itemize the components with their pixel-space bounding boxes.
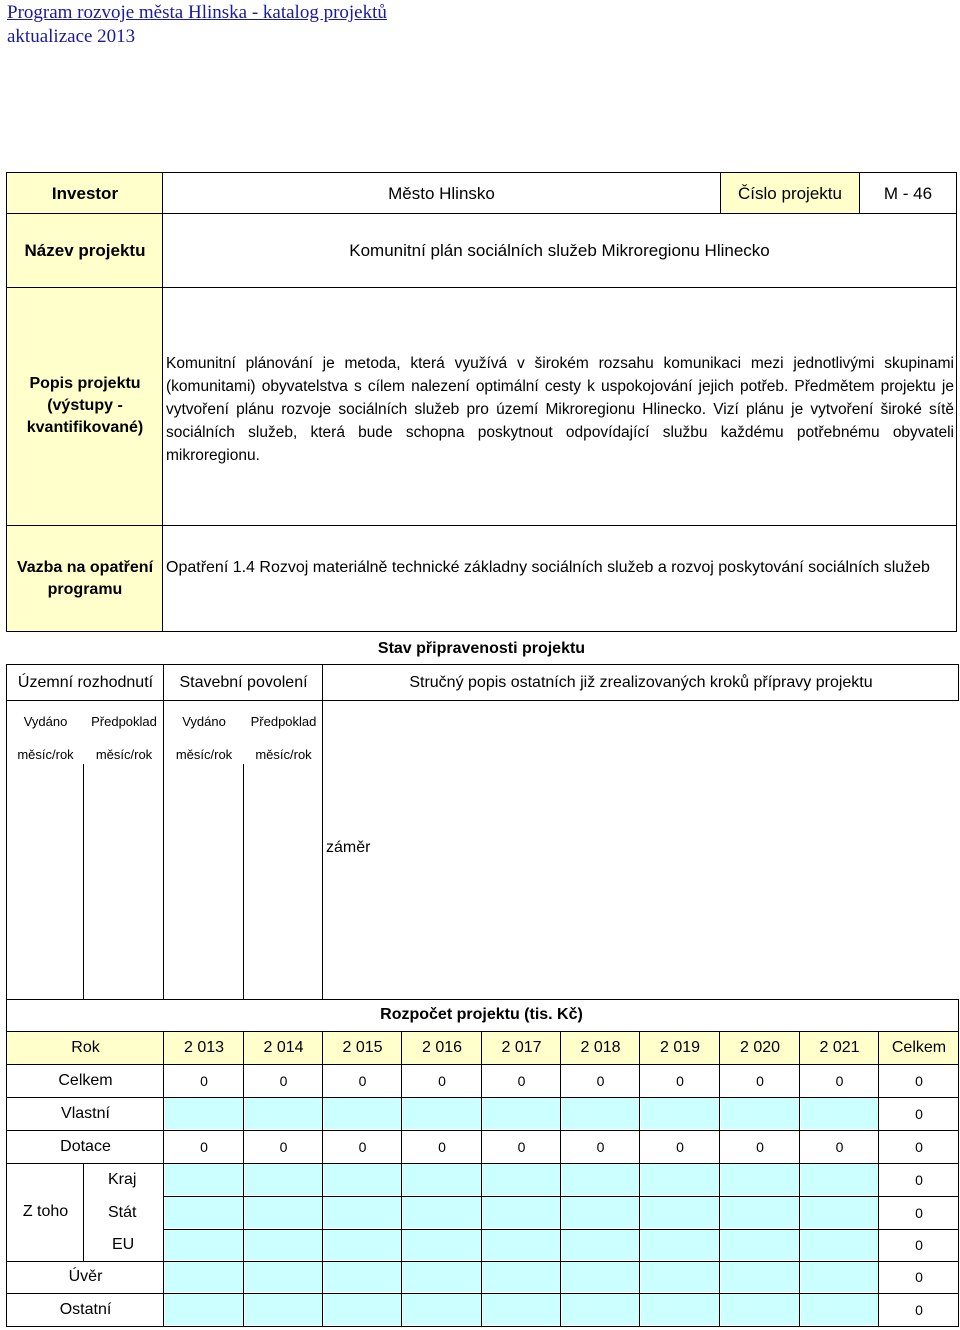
stat-row-label: Stát: [108, 1203, 137, 1221]
uver-input-2019[interactable]: [641, 1262, 720, 1292]
uver-input-2020[interactable]: [721, 1262, 800, 1292]
year-2021: 2 021: [800, 1032, 879, 1064]
strucny-popis-header: Stručný popis ostatních již zrealizovaných kroků přípravy projektu: [409, 673, 873, 691]
form-left-border: [6, 172, 7, 632]
z-toho-divider: [83, 1163, 84, 1261]
celkem-2016: 0: [438, 1072, 446, 1089]
budget-line-2: [6, 1064, 959, 1065]
budget-col-2: [322, 1031, 323, 1327]
popis-label-line-3: kvantifikované): [26, 419, 144, 436]
uver-input-2014[interactable]: [245, 1262, 323, 1292]
dotace-2019: 0: [676, 1138, 684, 1155]
ostatni-input-2016[interactable]: [403, 1294, 482, 1325]
investor-divider-2: [859, 172, 860, 214]
eu-input-2018[interactable]: [562, 1230, 640, 1260]
budget-line-4: [6, 1130, 959, 1131]
dotace-2014: 0: [279, 1138, 288, 1155]
nazev-value: Komunitní plán sociálních služeb Mikroregionu Hlinecko: [349, 241, 770, 260]
budget-col-7: [719, 1031, 720, 1327]
ostatni-input-2013[interactable]: [165, 1294, 244, 1325]
uver-input-2017[interactable]: [483, 1262, 561, 1292]
investor-divider-1: [720, 172, 721, 214]
stat-input-2019[interactable]: [641, 1197, 720, 1228]
ur-predpoklad-mesic: měsíc/rok: [95, 746, 153, 762]
dotace-2017: 0: [517, 1138, 526, 1155]
vazba-label-line-1: Vazba na opatření: [16, 559, 154, 576]
eu-input-2021[interactable]: [801, 1230, 879, 1260]
vlastni-input-2020[interactable]: [721, 1098, 800, 1129]
ostatni-input-2015[interactable]: [324, 1294, 402, 1325]
ostatni-input-2018[interactable]: [562, 1294, 640, 1325]
dotace-2015: 0: [358, 1138, 367, 1155]
budget-line-6: [164, 1196, 959, 1197]
eu-input-2017[interactable]: [483, 1230, 561, 1260]
stav-divider-sp-popis: [322, 664, 323, 1000]
budget-line-9: [6, 1293, 959, 1294]
uver-input-2018[interactable]: [562, 1262, 640, 1292]
stav-divider-ur-sp: [163, 664, 164, 1000]
kraj-input-2019[interactable]: [641, 1164, 720, 1195]
vlastni-input-2016[interactable]: [403, 1098, 482, 1129]
stat-input-2014[interactable]: [245, 1197, 323, 1228]
stav-left-border: [6, 664, 7, 1000]
stav-header-top: [6, 664, 959, 665]
vlastni-row-label: Vlastní: [61, 1104, 110, 1122]
rok-label: Rok: [7, 1032, 164, 1064]
form-label-divider: [162, 172, 163, 632]
kraj-input-2016[interactable]: [403, 1164, 482, 1195]
eu-input-2015[interactable]: [324, 1230, 402, 1260]
eu-input-2014[interactable]: [245, 1230, 323, 1260]
document-title[interactable]: Program rozvoje města Hlinska - katalog projektů: [7, 2, 387, 23]
budget-col-3: [401, 1031, 402, 1327]
year-2018: 2 018: [561, 1032, 640, 1064]
year-2016: 2 016: [402, 1032, 482, 1064]
uver-input-2016[interactable]: [403, 1262, 482, 1292]
vlastni-total: 0: [915, 1105, 923, 1122]
celkem-2015: 0: [358, 1072, 367, 1089]
dotace-2013: 0: [200, 1138, 208, 1155]
year-2020: 2 020: [720, 1032, 800, 1064]
vazba-value: Opatření 1.4 Rozvoj materiálně technické základny sociálních služeb a rozvoj poskytování sociálních služeb: [166, 559, 930, 576]
budget-col-8: [799, 1031, 800, 1327]
investor-value: Město Hlinsko: [388, 183, 495, 203]
uver-input-2015[interactable]: [324, 1262, 402, 1292]
document-subtitle: aktualizace 2013: [7, 26, 136, 47]
cislo-value: M - 46: [883, 183, 933, 203]
stat-input-2021[interactable]: [801, 1197, 879, 1228]
year-2015: 2 015: [323, 1032, 402, 1064]
dotace-row-label: Dotace: [60, 1137, 111, 1155]
ostatni-input-2020[interactable]: [721, 1294, 800, 1325]
eu-input-2013[interactable]: [165, 1230, 244, 1260]
stat-input-2017[interactable]: [483, 1197, 561, 1228]
uver-row-label: Úvěr: [68, 1268, 103, 1285]
budget-col-0: [163, 1031, 164, 1327]
vlastni-input-2013[interactable]: [165, 1098, 244, 1129]
kraj-input-2017[interactable]: [483, 1164, 561, 1195]
budget-line-5: [6, 1163, 959, 1164]
popis-label-line-2: (výstupy -: [47, 397, 123, 414]
z-toho-label: Z toho: [22, 1203, 69, 1220]
form-top-border: [6, 172, 957, 173]
popis-label: [7, 373, 163, 439]
row-border-2: [6, 287, 957, 288]
budget-line-0: [6, 999, 959, 1000]
vazba-label-line-2: programu: [47, 581, 123, 598]
uver-input-2021[interactable]: [801, 1262, 879, 1292]
ostatni-input-2017[interactable]: [483, 1294, 561, 1325]
form-right-border: [956, 172, 957, 632]
dotace-2018: 0: [596, 1138, 605, 1155]
budget-col-4: [481, 1031, 482, 1327]
vlastni-input-2021[interactable]: [801, 1098, 879, 1129]
investor-label: Investor: [7, 173, 163, 214]
eu-input-2020[interactable]: [721, 1230, 800, 1260]
budget-col-6: [639, 1031, 640, 1327]
budget-line-3: [6, 1097, 959, 1098]
kraj-input-2018[interactable]: [562, 1164, 640, 1195]
sp-vydano-header: Vydáno: [182, 713, 226, 729]
year-2019: 2 019: [640, 1032, 720, 1064]
stav-title: Stav připravenosti projektu: [377, 640, 586, 657]
nazev-label: Název projektu: [7, 214, 163, 288]
kraj-total: 0: [915, 1171, 923, 1188]
uver-total: 0: [915, 1269, 923, 1285]
vlastni-input-2015[interactable]: [324, 1098, 402, 1129]
stat-input-2020[interactable]: [721, 1197, 800, 1228]
year-2013: 2 013: [164, 1032, 244, 1064]
celkem-2017: 0: [517, 1072, 526, 1089]
celkem-column-header: Celkem: [879, 1032, 959, 1064]
sp-vydano-mesic: měsíc/rok: [175, 746, 233, 762]
ostatni-total: 0: [915, 1301, 923, 1318]
stavebni-povoleni-header: Stavební povolení: [179, 673, 308, 691]
row-border-4: [6, 631, 957, 632]
eu-input-2016[interactable]: [403, 1230, 482, 1260]
celkem-2020: 0: [756, 1072, 764, 1089]
vlastni-input-2017[interactable]: [483, 1098, 561, 1129]
vlastni-input-2018[interactable]: [562, 1098, 640, 1129]
uzemni-rozhodnuti-header: Územní rozhodnutí: [17, 673, 154, 691]
celkem-total: 0: [915, 1072, 923, 1089]
stav-right-border: [958, 664, 959, 701]
dotace-2020: 0: [756, 1138, 764, 1155]
ur-vydano-header: Vydáno: [23, 713, 68, 729]
celkem-2018: 0: [596, 1072, 605, 1089]
eu-input-2019[interactable]: [641, 1230, 720, 1260]
uver-input-2013[interactable]: [165, 1262, 244, 1292]
celkem-2014: 0: [279, 1072, 288, 1089]
sp-predpoklad-mesic: měsíc/rok: [255, 746, 312, 762]
ostatni-input-2019[interactable]: [641, 1294, 720, 1325]
cislo-label: Číslo projektu: [720, 173, 860, 214]
ur-predpoklad-header: Předpoklad: [91, 713, 157, 729]
stav-header-bottom: [6, 700, 959, 701]
budget-col-9: [878, 1031, 879, 1327]
celkem-2013: 0: [200, 1072, 208, 1089]
eu-total: 0: [915, 1237, 923, 1253]
stav-divider-ur-sub: [83, 764, 84, 1000]
budget-line-7: [164, 1229, 959, 1230]
stat-input-2015[interactable]: [324, 1197, 402, 1228]
sp-predpoklad-header: Předpoklad: [250, 713, 317, 729]
popis-label-line-1: Popis projektu: [29, 375, 141, 392]
kraj-input-2014[interactable]: [245, 1164, 323, 1195]
budget-line-10: [6, 1326, 959, 1327]
kraj-input-2013[interactable]: [165, 1164, 244, 1195]
ostatni-row-label: Ostatní: [59, 1300, 112, 1318]
dotace-2016: 0: [438, 1138, 446, 1155]
kraj-input-2015[interactable]: [324, 1164, 402, 1195]
vlastni-input-2019[interactable]: [641, 1098, 720, 1129]
celkem-2021: 0: [835, 1072, 844, 1089]
dotace-2021: 0: [835, 1138, 844, 1155]
year-2017: 2 017: [482, 1032, 561, 1064]
eu-row-label: EU: [112, 1236, 135, 1253]
budget-col-1: [243, 1031, 244, 1327]
stat-input-2016[interactable]: [403, 1197, 482, 1228]
stat-input-2013[interactable]: [165, 1197, 244, 1228]
strucny-popis-value: záměr: [326, 839, 371, 856]
ostatni-input-2014[interactable]: [245, 1294, 323, 1325]
budget-line-8: [6, 1261, 959, 1262]
stat-total: 0: [915, 1204, 923, 1221]
popis-value: Komunitní plánování je metoda, která využívá v širokém rozsahu komunikaci mezi jednotlivými skupinami (komunitami) obyvatelstva s cílem nalezení optimální cesty k uspokojování jejich potřeb. Předmětem projektu je vytvoření plánu rozvoje sociálních služeb pro území Mikroregionu Hlinecko. Vizí plánu je vytvoření široké sítě sociálních služeb, která bude schopna poskytnout odpovídající službu každému potřebnému obyvateli mikroregionu.: [166, 355, 954, 464]
celkem-2019: 0: [676, 1072, 684, 1089]
vazba-label: [7, 557, 163, 601]
year-2014: 2 014: [244, 1032, 323, 1064]
kraj-input-2021[interactable]: [801, 1164, 879, 1195]
stat-input-2018[interactable]: [562, 1197, 640, 1228]
dotace-total: 0: [915, 1138, 923, 1155]
budget-left-border: [6, 999, 7, 1327]
celkem-row-label: Celkem: [58, 1071, 113, 1089]
budget-right-border: [958, 999, 959, 1327]
row-border-1: [6, 213, 957, 214]
stav-divider-sp-sub: [243, 764, 244, 1000]
ur-vydano-mesic: měsíc/rok: [17, 746, 74, 762]
budget-line-1: [6, 1031, 959, 1032]
budget-col-5: [560, 1031, 561, 1327]
kraj-row-label: Kraj: [108, 1170, 137, 1188]
row-border-3: [6, 525, 957, 526]
budget-title: Rozpočet projektu (tis. Kč): [380, 1006, 583, 1023]
ostatni-input-2021[interactable]: [801, 1294, 879, 1325]
kraj-input-2020[interactable]: [721, 1164, 800, 1195]
vlastni-input-2014[interactable]: [245, 1098, 323, 1129]
